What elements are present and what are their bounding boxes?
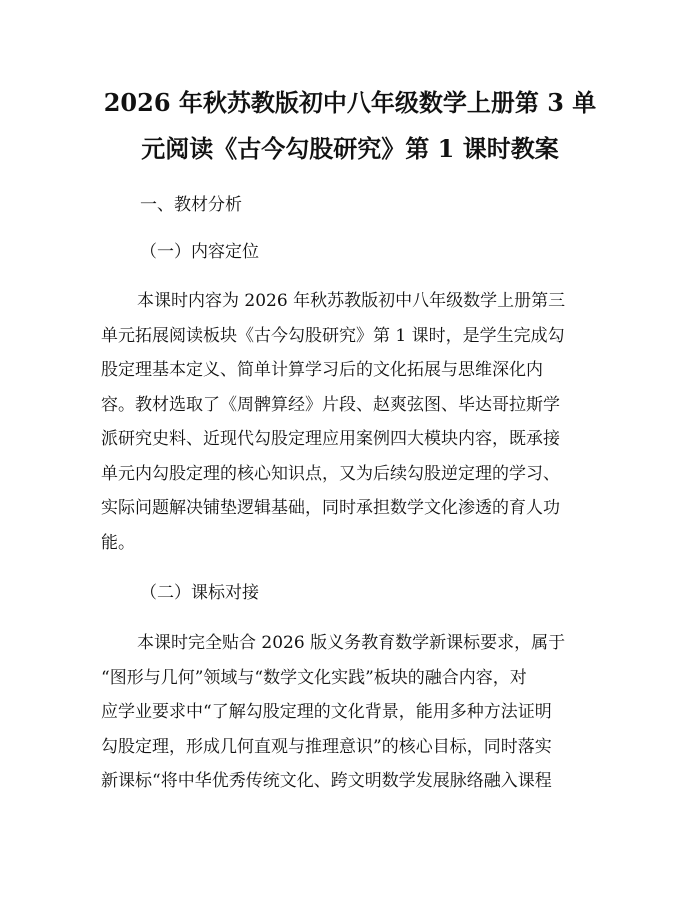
subsection-heading-content-positioning: （一）内容定位 bbox=[140, 242, 259, 262]
paragraph-content-positioning bbox=[101, 284, 601, 560]
title-line: 元阅读《古今勾股研究》第 1 课时教案 bbox=[141, 134, 559, 163]
paragraph-line: 能。 bbox=[101, 532, 135, 553]
paragraph-line: 单元内勾股定理的核心知识点，又为后续勾股逆定理的学习、 bbox=[101, 463, 560, 484]
paragraph-line: 派研究史料、近现代勾股定理应用案例四大模块内容，既承接 bbox=[101, 429, 560, 449]
paragraph-line: 实际问题解决铺垫逻辑基础，同时承担数学文化渗透的育人功 bbox=[101, 498, 560, 518]
paragraph-line: 单元拓展阅读板块《古今勾股研究》第 1 课时，是学生完成勾 bbox=[101, 325, 565, 346]
paragraph-line: 新课标“将中华优秀传统文化、跨文明数学发展脉络融入课程 bbox=[101, 771, 552, 791]
section-heading-textbook-analysis: 一、教材分析 bbox=[140, 195, 242, 215]
document-title bbox=[90, 80, 610, 172]
paragraph-line: 容。教材选取了《周髀算经》片段、赵爽弦图、毕达哥拉斯学 bbox=[101, 394, 560, 415]
subsection-heading-curriculum-alignment: （二）课标对接 bbox=[140, 583, 259, 603]
paragraph-curriculum-alignment bbox=[101, 626, 601, 799]
title-line: 2026 年秋苏教版初中八年级数学上册第 3 单 bbox=[103, 88, 597, 117]
paragraph-line: 股定理基本定义、简单计算学习后的文化拓展与思维深化内 bbox=[101, 360, 543, 380]
paragraph-line: 本课时完全贴合 2026 版义务教育数学新课标要求，属于 bbox=[137, 633, 566, 653]
paragraph-line: 勾股定理，形成几何直观与推理意识”的核心目标，同时落实 bbox=[101, 736, 552, 757]
paragraph-line: “图形与几何”领域与“数学文化实践”板块的融合内容，对 bbox=[101, 667, 527, 688]
paragraph-line: 本课时内容为 2026 年秋苏教版初中八年级数学上册第三 bbox=[137, 291, 566, 311]
paragraph-line: 应学业要求中“了解勾股定理的文化背景，能用多种方法证明 bbox=[101, 702, 552, 722]
